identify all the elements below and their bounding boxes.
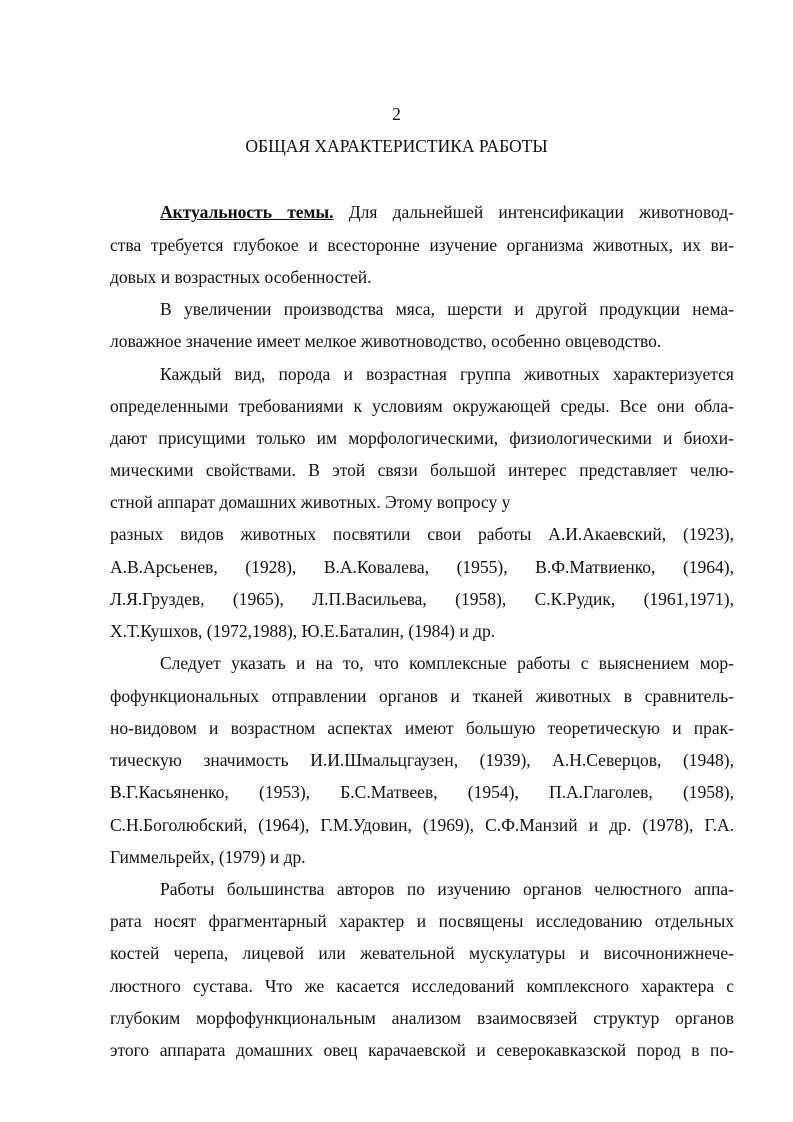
paragraph-line: этого аппарата домашних овец карачаевской и северокавказской пород в по- (110, 1040, 734, 1060)
page-title: ОБЩАЯ ХАРАКТЕРИСТИКА РАБОТЫ (245, 136, 548, 156)
paragraph-line: люстного сустава. Что же касается исследований комплексного характера с (110, 976, 734, 996)
page-number: 2 (392, 104, 401, 124)
paragraph-line: дают присущими только им морфологическими, физиологическими и биохи- (110, 428, 734, 448)
paragraph-line: В.Г.Касьяненко, (1953), Б.С.Матвеев, (1954), П.А.Глаголев, (1958), (110, 782, 734, 802)
paragraph-line: Следует указать и на то, что комплексные работы с выяснением мор- (160, 653, 734, 673)
paragraph-line: тическую значимость И.И.Шмальцгаузен, (1939), А.Н.Северцов, (1948), (110, 750, 734, 770)
paragraph-line: мическими свойствами. В этой связи большой интерес представляет челю- (110, 460, 734, 480)
paragraph-line: фофункциональных отправлении органов и тканей животных в сравнитель- (110, 686, 734, 706)
paragraph-line: Х.Т.Кушхов, (1972,1988), Ю.Е.Баталин, (1984) и др. (110, 621, 496, 641)
paragraph-line: но-видовом и возрастном аспектах имеют большую теоретическую и прак- (110, 718, 734, 738)
paragraph-line: Работы большинства авторов по изучению органов челюстного аппа- (160, 879, 734, 899)
paragraph-line: ловажное значение имеет мелкое животноводство, особенно овцеводство. (110, 331, 662, 351)
paragraph-line: довых и возрастных особенностей. (110, 267, 372, 287)
paragraph-line: С.Н.Боголюбский, (1964), Г.М.Удовин, (1969), С.Ф.Манзий и др. (1978), Г.А. (110, 815, 734, 835)
paragraph-line: глубоким морфофункциональным анализом взаимосвязей структур органов (110, 1008, 734, 1028)
paragraph-line: В увеличении производства мяса, шерсти и другой продукции нема- (160, 299, 734, 319)
paragraph-line: ства требуется глубокое и всесторонне изучение организма животных, их ви- (110, 235, 734, 255)
paragraph-line: костей черепа, лицевой или жевательной мускулатуры и височнонижнече- (110, 943, 734, 963)
paragraph-line: А.В.Арсьенев, (1928), В.А.Ковалева, (1955), В.Ф.Матвиенко, (1964), (110, 557, 734, 577)
paragraph-line: Каждый вид, порода и возрастная группа животных характеризуется (160, 364, 734, 384)
paragraph-line: разных видов животных посвятили свои работы А.И.Акаевский, (1923), (110, 524, 734, 544)
paragraph-line: Актуальность темы. Для дальнейшей интенсификации животновод- (160, 202, 734, 222)
paragraph-line: стной аппарат домашних животных. Этому вопросу у (110, 492, 511, 512)
topic-label: Актуальность темы. (160, 202, 334, 222)
paragraph-line: Гиммельрейх, (1979) и др. (110, 847, 306, 867)
paragraph-line: рата носят фрагментарный характер и посвящены исследованию отдельных (110, 911, 734, 931)
paragraph-line: Л.Я.Груздев, (1965), Л.П.Васильева, (1958), С.К.Рудик, (1961,1971), (110, 589, 734, 609)
paragraph-line: определенными требованиями к условиям окружающей среды. Все они обла- (110, 396, 734, 416)
